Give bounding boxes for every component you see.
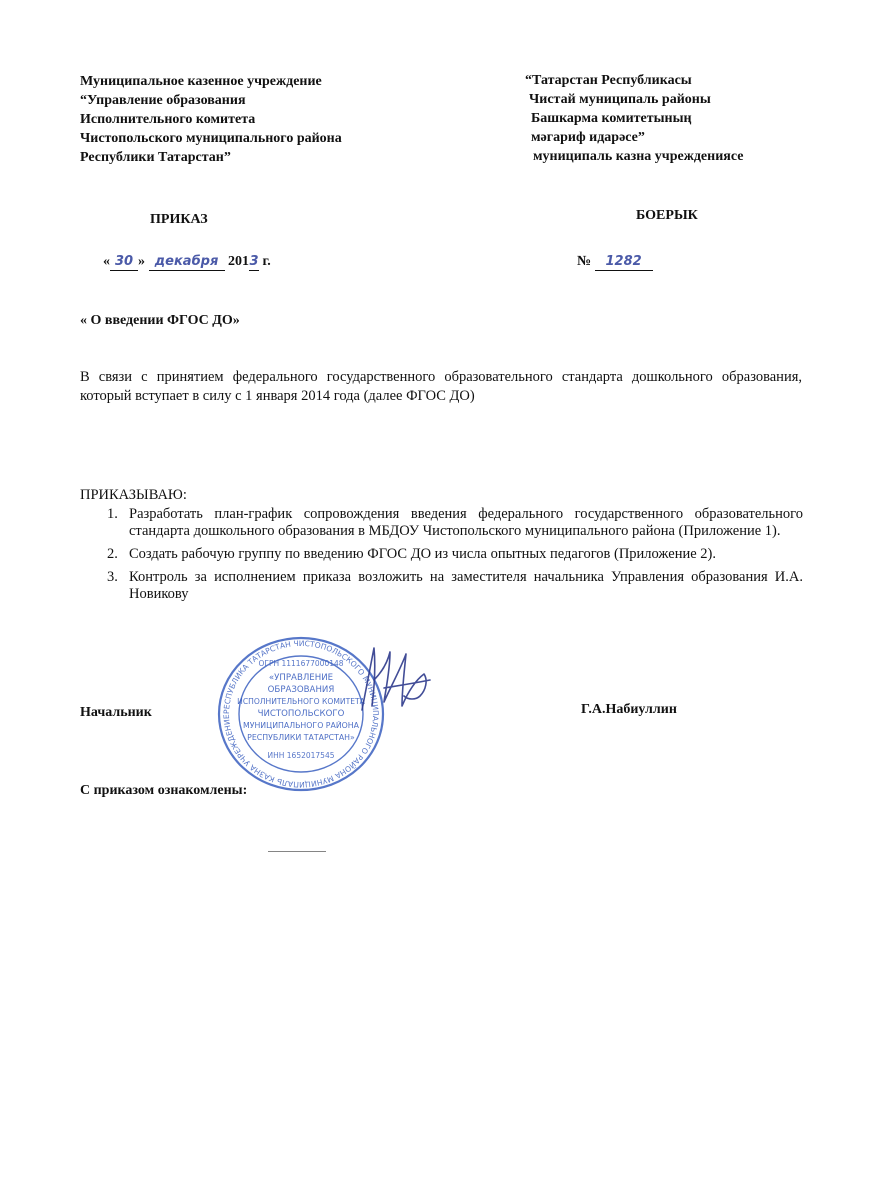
list-item: [80, 546, 803, 563]
stamp-center-line: ИСПОЛНИТЕЛЬНОГО КОМИТЕТА: [237, 697, 365, 706]
stamp-center-line: ОБРАЗОВАНИЯ: [267, 685, 335, 695]
header-tt: [525, 71, 743, 166]
acquainted-label: С приказом ознакомлены:: [80, 783, 248, 798]
header-ru: [80, 72, 342, 167]
header-tt-line: мәгариф идарәсе”: [531, 130, 645, 145]
date-quote-open: «: [103, 254, 110, 269]
item-number: 2.: [107, 546, 118, 562]
item-text: Создать рабочую группу по введению ФГОС ДО из числа опытных педагогов (Приложение 2).: [129, 546, 716, 562]
doc-type-ru: ПРИКАЗ: [150, 212, 208, 227]
date-line: [103, 254, 271, 271]
order-subject: « О введении ФГОС ДО»: [80, 313, 240, 328]
item-text: Контроль за исполнением приказа возложить на заместителя начальника Управления образования И.А. Новикову: [129, 569, 803, 602]
order-items: [80, 506, 803, 609]
preamble-text: В связи с принятием федерального государственного образовательного стандарта дошкольного образования, который вступает в силу с 1 января 2014 года (далее ФГОС ДО): [80, 369, 802, 404]
header-ru-line: Муниципальное казенное учреждение: [80, 74, 322, 89]
item-number: 1.: [107, 506, 118, 522]
scan-mark-divider: [268, 851, 326, 852]
header-ru-line: Чистопольского муниципального района: [80, 131, 342, 146]
header-tt-line: муниципаль казна учреждениясе: [533, 149, 744, 164]
header-ru-line: Республики Татарстан”: [80, 150, 231, 165]
header-tt-line: Башкарма комитетының: [531, 111, 692, 126]
stamp-center-line: РЕСПУБЛИКИ ТАТАРСТАН»: [247, 733, 355, 742]
date-day-handwritten: 30: [114, 254, 134, 269]
stamp-center-line: МУНИЦИПАЛЬНОГО РАЙОНА: [242, 721, 360, 730]
stamp-ring-text: РЕСПУБЛИКА ТАТАРСТАН ЧИСТОПОЛЬСКОГО МУНИЦИПАЛЬНОГО РАЙОНА МУНИЦИПАЛЬ КАЗНА УЧРЕЖДЕНИЕ: [221, 638, 381, 790]
stamp-center-line: «УПРАВЛЕНИЕ: [268, 673, 334, 683]
header-ru-line: Исполнительного комитета: [80, 112, 256, 127]
header-ru-line: “Управление образования: [80, 93, 246, 108]
stamp-inn: ИНН 1652017545: [267, 751, 335, 760]
stamp-center-line: ЧИСТОПОЛЬСКОГО: [257, 709, 345, 719]
signer-name: Г.А.Набиуллин: [581, 702, 677, 717]
date-month-handwritten: декабря: [154, 254, 219, 269]
header-tt-line: “Татарстан Республикасы: [525, 73, 692, 88]
signature-icon: [344, 640, 444, 716]
date-quote-close: »: [138, 254, 145, 269]
signer-title: Начальник: [80, 705, 152, 720]
date-year-digit-handwritten: 3: [249, 254, 259, 269]
order-word: ПРИКАЗЫВАЮ:: [80, 487, 187, 503]
stamp-ogrn: ОГРН 1111677000148: [258, 659, 344, 668]
date-suffix: г.: [262, 254, 271, 269]
item-number: 3.: [107, 569, 118, 585]
order-number: [577, 254, 653, 271]
doc-type-tt: БОЕРЫК: [636, 208, 698, 223]
header-tt-line: Чистай муниципаль районы: [529, 92, 711, 107]
number-value-handwritten: 1282: [605, 254, 642, 269]
list-item: [80, 569, 803, 603]
item-text: Разработать план-график сопровождения введения федерального государственного образовательного стандарта дошкольного образования в МБДОУ Чистопольского муниципального района (Приложение 1).: [129, 506, 803, 539]
list-item: [80, 506, 803, 540]
number-label: №: [577, 254, 592, 269]
date-year-prefix: 201: [228, 254, 249, 269]
